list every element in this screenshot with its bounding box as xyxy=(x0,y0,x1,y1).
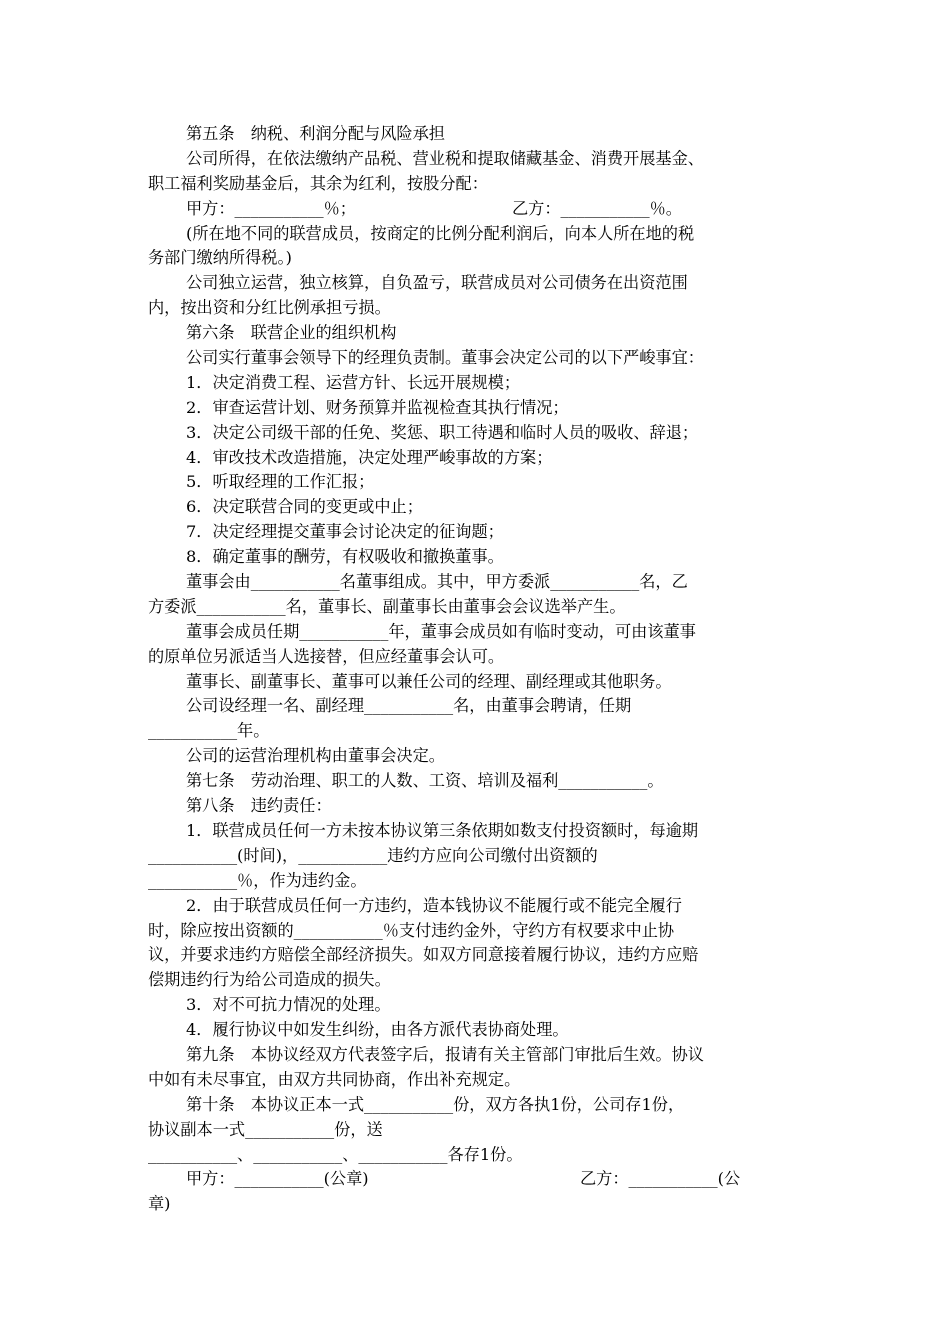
article-8-item-4: 4．履行协议中如发生纠纷，由各方派代表协商处理。 xyxy=(186,1020,569,1040)
article-5-text: 职工福利奖励基金后，其余为红利，按股分配： xyxy=(148,173,488,193)
list-item: 8．确定董事的酬劳，有权吸收和撤换董事。 xyxy=(186,547,504,567)
manager-appointment: ___________年。 xyxy=(148,721,270,741)
article-8-item-1: ___________％，作为违约金。 xyxy=(148,870,367,890)
article-10: ___________、___________、___________各存1份。 xyxy=(148,1144,523,1164)
list-item: 7．决定经理提交董事会讨论决定的征询题； xyxy=(186,522,504,542)
party-a-share: 甲方：___________％； xyxy=(186,198,356,218)
list-item: 2．审查运营计划、财务预算并监视检查其执行情况； xyxy=(186,397,569,417)
manager-appointment: 公司设经理一名、副经理___________名，由董事会聘请，任期 xyxy=(186,696,632,716)
board-term: 董事会成员任期___________年，董事会成员如有临时变动，可由该董事 xyxy=(186,621,696,641)
article-5-text: 内，按出资和分红比例承担亏损。 xyxy=(148,298,391,318)
article-6-intro: 公司实行董事会领导下的经理负责制。董事会决定公司的以下严峻事宜： xyxy=(186,348,704,368)
article-10: 第十条 本协议正本一式___________份，双方各执1份，公司存1份， xyxy=(186,1094,685,1114)
article-8-item-3: 3．对不可抗力情况的处理。 xyxy=(186,995,391,1015)
list-item: 4．审改技术改造措施，决定处理严峻事故的方案； xyxy=(186,447,553,467)
article-8-item-2: 时，除应按出资额的___________％支付违约金外，守约方有权要求中止协 xyxy=(148,920,675,940)
signature-wrap: 章) xyxy=(148,1194,171,1214)
article-8-item-2: 2．由于联营成员任何一方违约，造本钱协议不能履行或不能完全履行 xyxy=(186,895,682,915)
article-5-note: (所在地不同的联营成员，按商定的比例分配利润后，向本人所在地的税 xyxy=(186,223,695,243)
governance-structure: 公司的运营治理机构由董事会决定。 xyxy=(186,746,445,766)
signature-row xyxy=(148,1167,804,1192)
board-composition: 方委派___________名，董事长、副董事长由董事会会议选举产生。 xyxy=(148,596,626,616)
list-item: 6．决定联营合同的变更或中止； xyxy=(186,497,423,517)
article-9: 第九条 本协议经双方代表签字后，报请有关主管部门审批后生效。协议 xyxy=(186,1044,704,1064)
article-8-item-2: 议，并要求违约方赔偿全部经济损失。如双方同意接着履行协议，违约方应赔 xyxy=(148,945,699,965)
article-5-note: 务部门缴纳所得税。) xyxy=(148,248,292,268)
article-9: 中如有未尽事宜，由双方共同协商，作出补充规定。 xyxy=(148,1069,521,1089)
article-10: 协议副本一式___________份，送 xyxy=(148,1119,383,1139)
article-8-title: 第八条 违约责任： xyxy=(186,796,332,816)
article-5-text: 公司所得，在依法缴纳产品税、营业税和提取储藏基金、消费开展基金、 xyxy=(186,148,704,168)
article-6-title: 第六条 联营企业的组织机构 xyxy=(186,323,397,343)
party-b-signature: 乙方：___________(公 xyxy=(580,1169,741,1189)
article-8-item-2: 偿期违约行为给公司造成的损失。 xyxy=(148,970,391,990)
party-a-signature: 甲方：___________(公章) xyxy=(186,1169,369,1189)
article-8-item-1: 1．联营成员任何一方未按本协议第三条依期如数支付投资额时，每逾期 xyxy=(186,820,699,840)
contract-page xyxy=(148,122,804,1217)
profit-share-row xyxy=(148,197,804,222)
board-term: 的原单位另派适当人选接替，但应经董事会认可。 xyxy=(148,646,505,666)
concurrent-positions: 董事长、副董事长、董事可以兼任公司的经理、副经理或其他职务。 xyxy=(186,671,672,691)
party-b-share: 乙方：___________％。 xyxy=(512,198,682,218)
article-5-text: 公司独立运营，独立核算，自负盈亏，联营成员对公司债务在出资范围 xyxy=(186,273,688,293)
article-8-item-1: ___________(时间)，___________违约方应向公司缴付出资额的 xyxy=(148,845,598,865)
list-item: 3．决定公司级干部的任免、奖惩、职工待遇和临时人员的吸收、辞退； xyxy=(186,422,699,442)
article-5-title: 第五条 纳税、利润分配与风险承担 xyxy=(186,124,445,143)
list-item: 1．决定消费工程、运营方针、长远开展规模； xyxy=(186,372,521,392)
list-item: 5．听取经理的工作汇报； xyxy=(186,472,375,492)
article-7: 第七条 劳动治理、职工的人数、工资、培训及福利___________。 xyxy=(186,771,664,791)
board-composition: 董事会由___________名董事组成。其中，甲方委派___________名，乙 xyxy=(186,572,688,592)
